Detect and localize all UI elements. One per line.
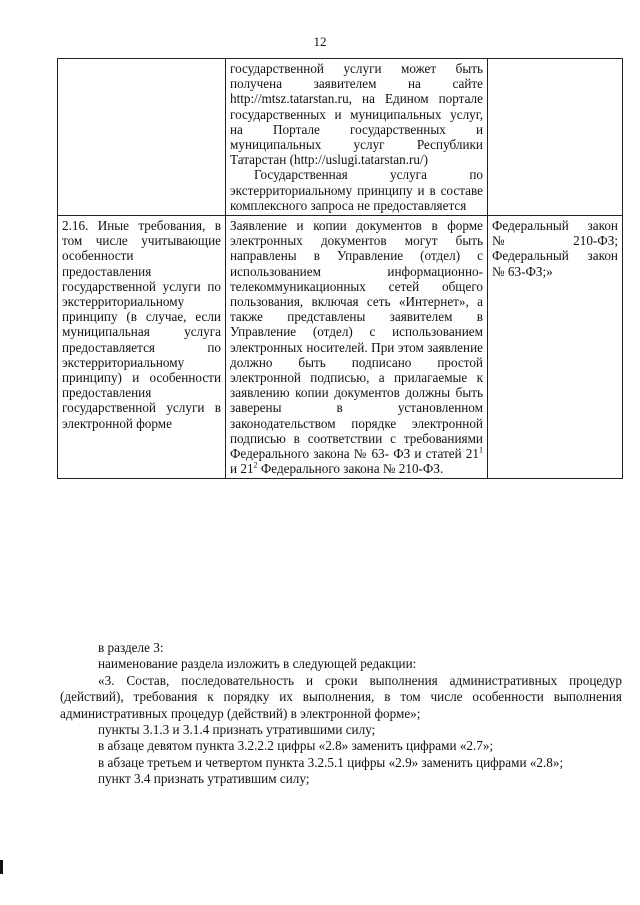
regulation-table: [57, 58, 623, 479]
paragraph: пункты 3.1.3 и 3.1.4 признать утратившими силу;: [98, 722, 376, 738]
paragraph: наименование раздела изложить в следующей редакции:: [98, 656, 417, 672]
cell-text: и 21: [230, 461, 254, 477]
superscript: 2: [253, 460, 258, 470]
table-row: [58, 59, 623, 216]
table-row: [58, 216, 623, 479]
superscript: 1: [479, 445, 483, 455]
cell-text: Заявление и копии документов в форме электронных документов могут быть направлены в Управление (отдел) с использованием информационно-телекоммуникационных сетей общего пользования, включая сеть «Интернет», а также представлены заявителем в Управление (отдел) с использованием электронных носителей. При этом заявление должно быть подписано простой электронной подписью, а прилагаемые к заявлению копии документов должны быть заверены в установленном законодательством порядке электронной подписью в соответствии с требованиями Федерального закона № 63- ФЗ и статей 21: [230, 218, 483, 462]
page-number: 12: [313, 34, 327, 49]
table-cell-content: [226, 59, 488, 216]
table-cell-empty: [58, 59, 226, 216]
cell-paragraph: государственной услуги может быть получена заявителем на сайте http://mtsz.tatarstan.ru, на Едином портале государственных и муниципальных услуг, на Портале государственных и муниципальных услуг Республики Татарстан (http://uslugi.tatarstan.ru/): [230, 61, 483, 168]
paragraph: в разделе 3:: [98, 640, 164, 655]
requirement-content-cell: [226, 216, 488, 479]
table-cell-empty: [488, 59, 623, 216]
paragraph: пункт 3.4 признать утратившим силу;: [98, 771, 310, 787]
requirement-title-cell: 2.16. Иные требования, в том числе учитывающие особенности предоставления государственной услуги по экстерриториальному принципу (в случае, если муниципальная услуга предоставляется по экстерриториальному принципу) и особенности предоставления государственной услуги в электронной форме: [58, 216, 226, 479]
legal-basis-cell: Федеральный закон №210-ФЗ; Федеральный закон № 63-ФЗ;»: [488, 216, 623, 479]
paragraph: в абзаце третьем и четвертом пункта 3.2.5.1 цифры «2.9» заменить цифрами «2.8»;: [98, 754, 564, 770]
cell-text: Федерального закона № 210-ФЗ.: [257, 461, 444, 477]
paragraph: в абзаце девятом пункта 3.2.2.2 цифры «2.8» заменить цифрами «2.7»;: [98, 738, 494, 754]
amendments-text: [60, 640, 622, 788]
paragraph: «3. Состав, последовательность и сроки выполнения административных процедур (действий), требования к порядку их выполнения, в том числе особенности выполнения административных процедур (действий) в электронной форме»;: [60, 672, 622, 721]
cell-paragraph: Государственная услуга по экстерриториальному принципу и в составе комплексного запроса не предоставляется: [230, 167, 483, 213]
scan-margin-mark: [0, 860, 3, 874]
